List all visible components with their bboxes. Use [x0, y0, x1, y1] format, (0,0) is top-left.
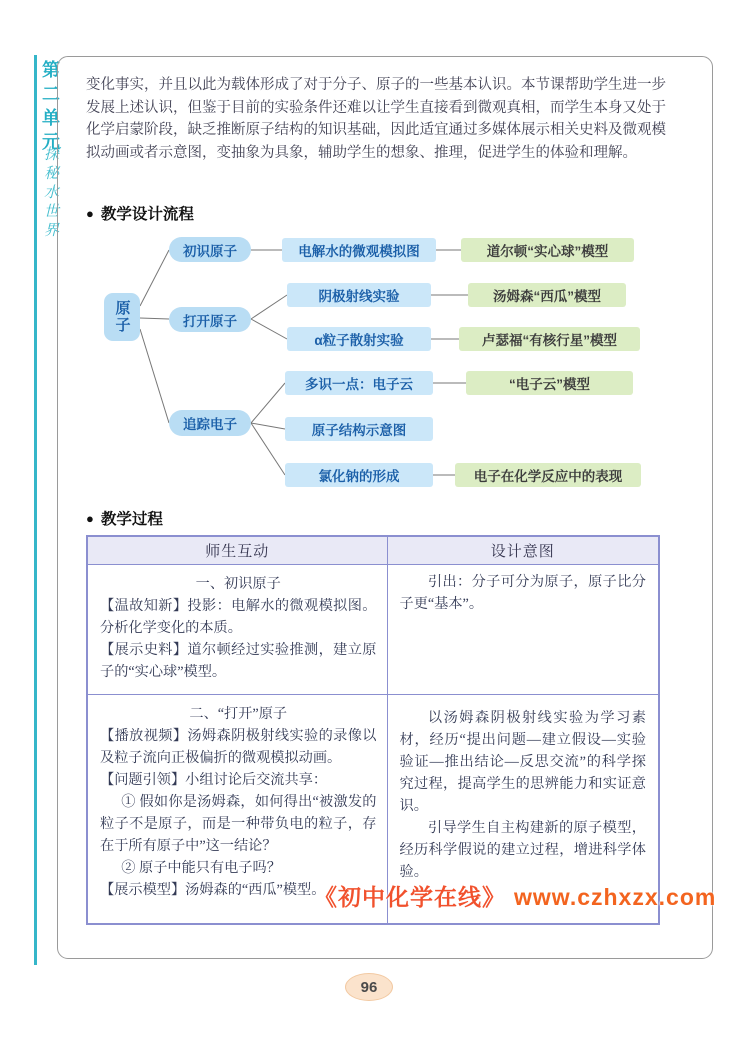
- flow-node-root: 原子: [104, 293, 140, 341]
- flow-node-end-3: 卢瑟福“有核行星”模型: [459, 327, 640, 351]
- row2-question-2: ② 原子中能只有电子吗？: [121, 859, 281, 876]
- row2-title: 二、“打开”原子: [189, 705, 288, 722]
- watermark-site-name: 《初中化学在线》: [314, 884, 506, 910]
- flow-node-mid-4: 多识一点：电子云: [285, 371, 433, 395]
- intro-paragraph: 变化事实，并且以此为载体形成了对于分子、原子的一些基本认识。本节课帮助学生进一步发展上述认识，但鉴于目前的实验条件还难以让学生直接看到微观真相，而学生本身又处于化学启蒙阶段，缺乏推断原子结构的知识基础，因此适宜通过多媒体展示相关史料及微观模拟动画或者示意图，变抽象为具象，辅助学生的想象、推理，促进学生的体验和理解。: [86, 77, 666, 161]
- row2-paragraph: 【问题引领】小组讨论后交流共享：: [100, 771, 328, 788]
- page-number-badge: 96: [345, 973, 393, 1001]
- row2-paragraph: 【播放视频】汤姆森阴极射线实验的录像以及粒子流向正极偏折的微观模拟动画。: [100, 727, 377, 766]
- row1-title: 一、初识原子: [195, 575, 281, 592]
- row1-paragraph: 【温故知新】投影：电解水的微观模拟图。分析化学变化的本质。: [100, 597, 377, 636]
- bullet-icon: ●: [86, 206, 94, 221]
- row1-paragraph: 【展示史料】道尔顿经过实验推测，建立原子的“实心球”模型。: [100, 641, 377, 680]
- flow-node-end-2: 汤姆森“西瓜”模型: [468, 283, 626, 307]
- site-watermark: [314, 879, 716, 912]
- row1-intent-text: 引出：分子可分为原子，原子比分子更“基本”。: [399, 573, 646, 612]
- flow-node-mid-1: 电解水的微观模拟图: [282, 238, 436, 262]
- row2-question-1: ① 假如你是汤姆森，如何得出“被激发的粒子不是原子，而是一种带负电的粒子，存在于所有原子中”这一结论？: [100, 793, 377, 854]
- flow-node-mid-5: 原子结构示意图: [285, 417, 433, 441]
- row2-intent-text-2: 引导学生自主构建新的原子模型，经历科学假说的建立过程，增进科学体验。: [399, 819, 646, 880]
- section-heading-flow: [86, 202, 194, 224]
- row2-paragraph: 【展示模型】汤姆森的“西瓜”模型。: [100, 881, 326, 898]
- flow-node-end-1: 道尔顿“实心球”模型: [461, 238, 634, 262]
- sidebar-accent-line: [34, 55, 37, 965]
- flow-node-end-5: 电子在化学反应中的表现: [455, 463, 641, 487]
- bullet-icon: ●: [86, 511, 94, 526]
- flow-node-branch-3: 追踪电子: [169, 410, 251, 436]
- flow-node-branch-2: 打开原子: [169, 307, 251, 332]
- flow-node-mid-6: 氯化钠的形成: [285, 463, 433, 487]
- section-title: 教学设计流程: [100, 206, 194, 223]
- flow-node-branch-1: 初识原子: [169, 237, 251, 262]
- sidebar-unit-title: 探秘水世界: [42, 146, 58, 241]
- teaching-process-table: [86, 535, 660, 925]
- sidebar-unit-label: 第二单元: [40, 60, 60, 156]
- flow-node-end-4: “电子云”模型: [466, 371, 633, 395]
- teaching-design-flowchart: [86, 228, 666, 500]
- section-title: 教学过程: [100, 511, 163, 528]
- flow-node-mid-3: α粒子散射实验: [287, 327, 431, 351]
- table-header-row: [87, 536, 659, 564]
- watermark-site-url: www.czhxzx.com: [514, 884, 717, 910]
- flowchart-connector-lines: [86, 228, 666, 500]
- row1-interaction-cell: [87, 564, 387, 694]
- row1-intent-cell: [387, 564, 659, 694]
- section-heading-process: [86, 507, 163, 529]
- table-header-intent: 设计意图: [387, 536, 659, 564]
- table-row-1: [87, 564, 659, 694]
- flow-node-mid-2: 阴极射线实验: [287, 283, 431, 307]
- row2-intent-text-1: 以汤姆森阴极射线实验为学习素材，经历“提出问题—建立假设—实验验证—推出结论—反思交流”的科学探究过程，提高学生的思辨能力和实证意识。: [399, 709, 646, 814]
- table-header-interaction: 师生互动: [87, 536, 387, 564]
